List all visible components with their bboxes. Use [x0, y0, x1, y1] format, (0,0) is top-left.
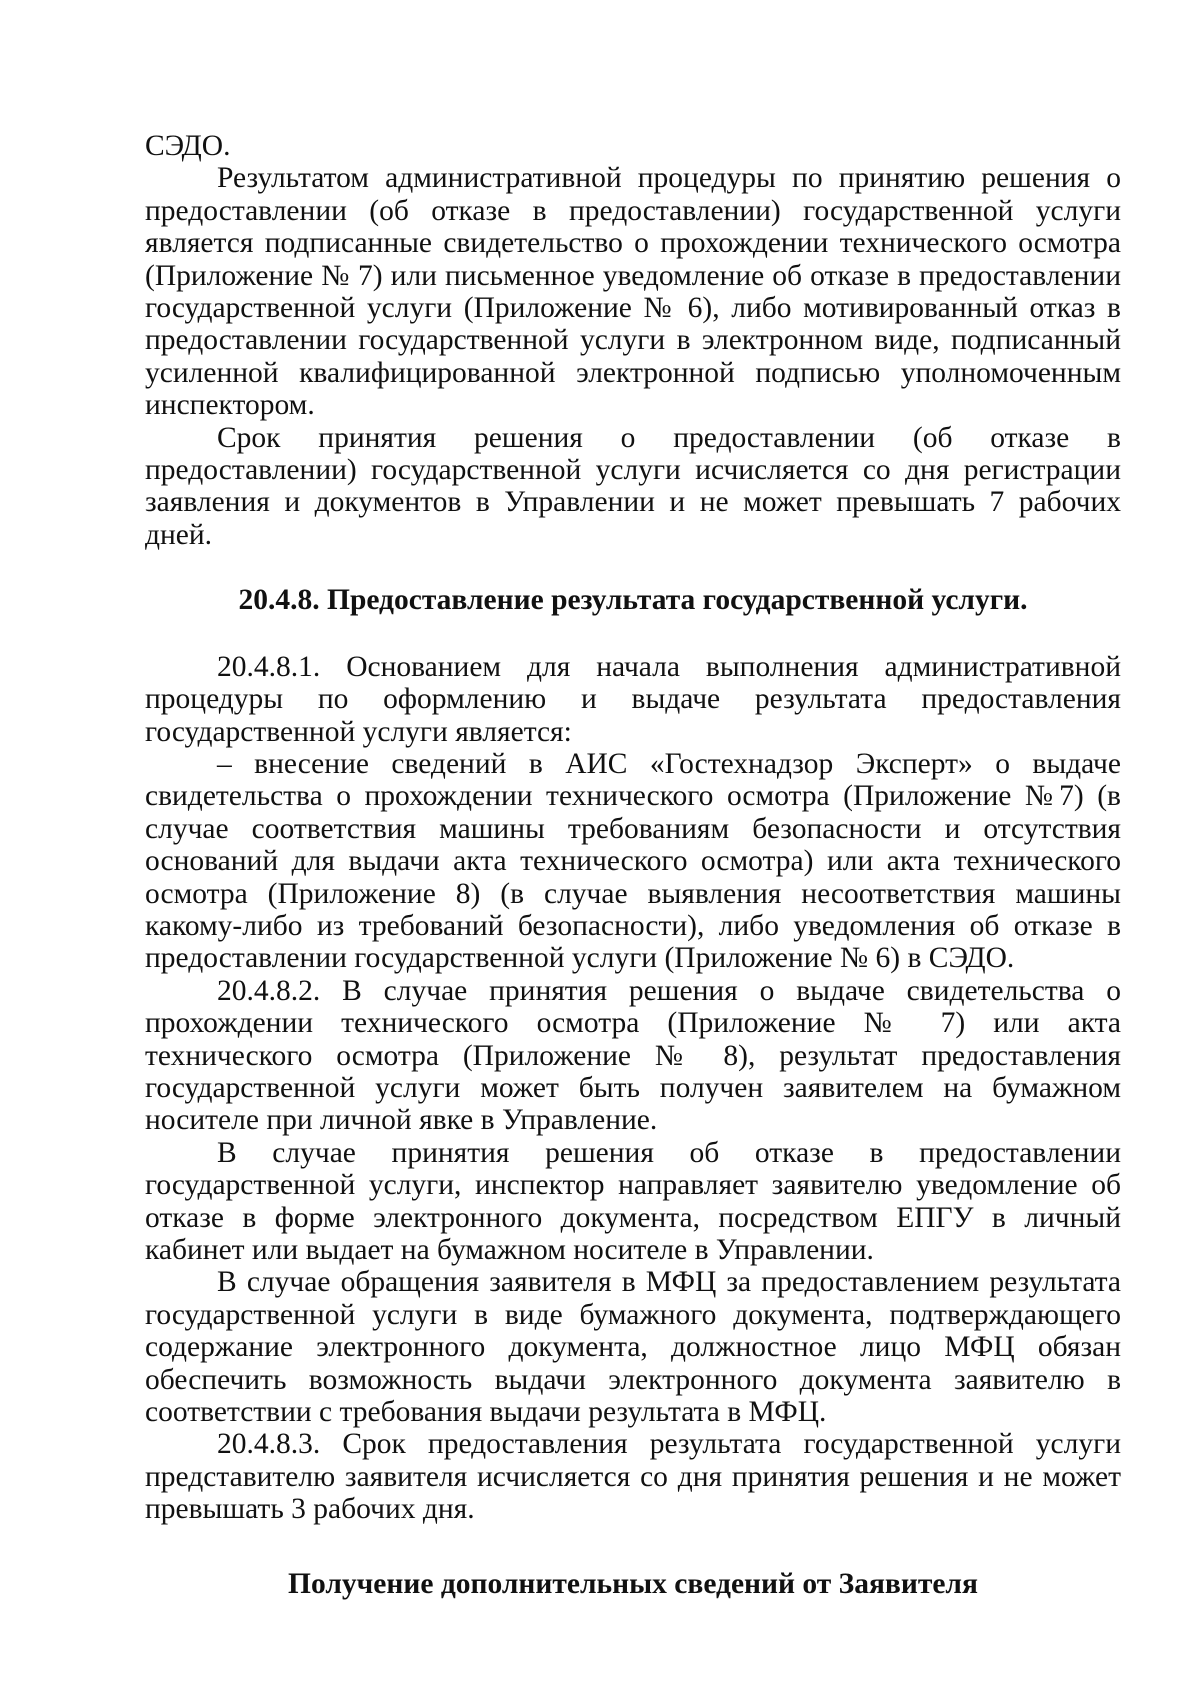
paragraph-mfc-request: В случае обращения заявителя в МФЦ за предоставлением результата государственной услуги в виде бумажного документа, подтверждающего содержание электронного документа, должностное лицо МФЦ обязан обеспечить возможность выдачи электронного документа заявителю в соответствии с требования выдачи результата в МФЦ.	[145, 1266, 1121, 1429]
spacer	[145, 1526, 1121, 1568]
paragraph-20-4-8-2: 20.4.8.2. В случае принятия решения о выдаче свидетельства о прохождении технического осмотра (Приложение № 7) или акта технического осмотра (Приложение № 8), результат предоставления государственной услуги может быть получен заявителем на бумажном носителе при личной явке в Управление.	[145, 974, 1121, 1137]
spacer	[145, 617, 1121, 651]
section-heading-additional-info: Получение дополнительных сведений от Заявителя	[288, 1567, 978, 1600]
spacer	[145, 551, 1121, 584]
paragraph-decision-deadline: Срок принятия решения о предоставлении (об отказе в предоставлении) государственной услуги исчисляется со дня регистрации заявления и документов в Управлении и не может превышать 7 рабочих дней.	[145, 421, 1121, 551]
paragraph-result-of-procedure: Результатом административной процедуры по принятию решения о предоставлении (об отказе в предоставлении) государственной услуги является подписанные свидетельство о прохождении технического осмотра (Приложение № 7) или письменное уведомление об отказе в предоставлении государственной услуги (Приложение № 6), либо мотивированный отказ в предоставлении государственной услуги в электронном виде, подписанный усиленной квалифицированной электронной подписью уполномоченным инспектором.	[145, 162, 1121, 422]
section-heading-20-4-8: 20.4.8. Предоставление результата государственной услуги.	[238, 584, 1028, 617]
paragraph-20-4-8-3: 20.4.8.3. Срок предоставления результата государственной услуги представителю заявителя исчисляется со дня принятия решения и не может превышать 3 рабочих дня.	[145, 1428, 1121, 1526]
paragraph-bullet-ais-entry: – внесение сведений в АИС «Гостехнадзор Эксперт» о выдаче свидетельства о прохождении технического осмотра (Приложение №7) (в случае соответствия машины требованиям безопасности и отсутствия оснований для выдачи акта технического осмотра) или акта технического осмотра (Приложение 8) (в случае выявления несоответствия машины какому-либо из требований безопасности), либо уведомления об отказе в предоставлении государственной услуги (Приложение № 6) в СЭДО.	[145, 747, 1121, 975]
document-page	[145, 130, 1121, 1600]
intro-fragment: СЭДО.	[145, 130, 231, 162]
paragraph-20-4-8-1: 20.4.8.1. Основанием для начала выполнения административной процедуры по оформлению и выдаче результата предоставления государственной услуги является:	[145, 650, 1121, 748]
paragraph-refusal-notice: В случае принятия решения об отказе в предоставлении государственной услуги, инспектор направляет заявителю уведомление об отказе в форме электронного документа, посредством ЕПГУ в личный кабинет или выдает на бумажном носителе в Управлении.	[145, 1136, 1121, 1266]
